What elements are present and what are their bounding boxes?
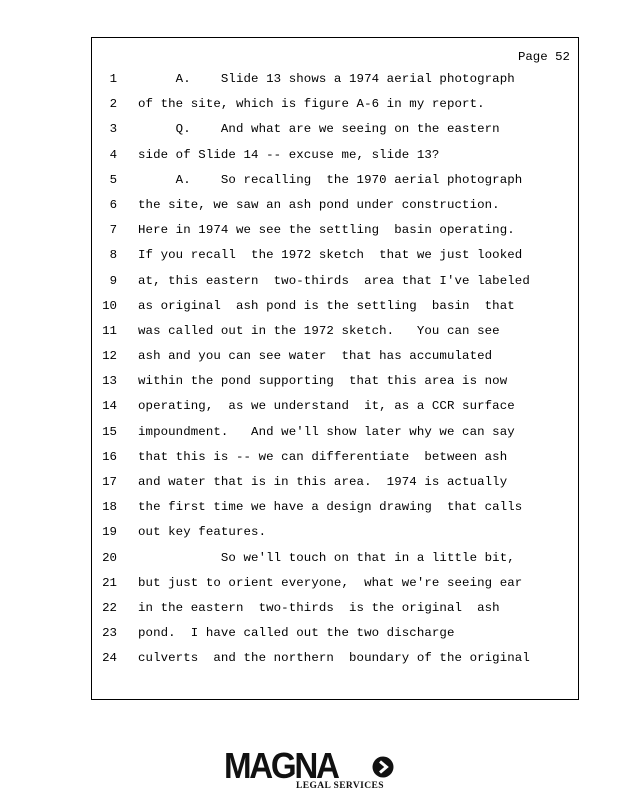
transcript-line [92, 625, 578, 650]
transcript-line [92, 273, 578, 298]
line-number: 2 [109, 97, 117, 112]
logo-wordmark: MAGNA [224, 745, 338, 786]
line-number: 3 [109, 122, 117, 137]
transcript-line [92, 298, 578, 323]
transcript-line [92, 121, 578, 146]
chevron-circle-icon [372, 756, 394, 778]
line-number: 24 [102, 651, 117, 666]
line-number: 23 [102, 626, 117, 641]
line-text: ash and you can see water that has accumulated [138, 349, 493, 364]
transcript-line [92, 222, 578, 247]
line-number: 16 [102, 449, 117, 464]
line-text: culverts and the northern boundary of the original [138, 651, 530, 666]
line-number: 22 [102, 600, 117, 615]
line-number: 19 [102, 525, 117, 540]
line-text: the site, we saw an ash pond under construction. [138, 197, 500, 212]
transcript-line [92, 147, 578, 172]
transcript-line [92, 323, 578, 348]
transcript-line [92, 474, 578, 499]
line-text: A. Slide 13 shows a 1974 aerial photograph [138, 72, 515, 86]
transcript-line [92, 373, 578, 398]
magna-logo [224, 745, 396, 792]
line-number: 1 [109, 72, 117, 86]
line-text: If you recall the 1972 sketch that we just looked [138, 248, 523, 263]
line-number: 6 [109, 197, 117, 212]
line-text: of the site, which is figure A-6 in my report. [138, 97, 485, 112]
line-text: as original ash pond is the settling basin that [138, 298, 515, 313]
transcript-line [92, 71, 578, 96]
transcript-lines [92, 71, 578, 676]
line-text: the first time we have a design drawing that calls [138, 500, 523, 515]
page-number: Page 52 [517, 50, 570, 64]
line-number: 9 [109, 273, 117, 288]
transcript-line [92, 449, 578, 474]
transcript-line [92, 575, 578, 600]
line-text: that this is -- we can differentiate between ash [138, 449, 508, 464]
line-text: Q. And what are we seeing on the eastern [138, 122, 500, 137]
line-number: 14 [102, 399, 117, 414]
transcript-line [92, 650, 578, 675]
line-number: 5 [109, 172, 117, 187]
line-number: 4 [109, 147, 117, 162]
transcript-line [92, 499, 578, 524]
transcript-line [92, 524, 578, 549]
transcript-line [92, 172, 578, 197]
line-number: 21 [102, 575, 117, 590]
line-text: side of Slide 14 -- excuse me, slide 13? [138, 147, 440, 162]
line-text: but just to orient everyone, what we're seeing ear [138, 575, 523, 590]
line-number: 8 [109, 248, 117, 263]
line-text: A. So recalling the 1970 aerial photograph [138, 172, 523, 187]
line-number: 18 [102, 500, 117, 515]
line-text: impoundment. And we'll show later why we can say [138, 424, 515, 439]
transcript-page [91, 37, 579, 700]
transcript-line [92, 348, 578, 373]
line-number: 20 [102, 550, 117, 565]
line-text: pond. I have called out the two discharge [138, 626, 455, 641]
transcript-line [92, 96, 578, 121]
logo-tagline: LEGAL SERVICES [296, 781, 384, 791]
line-text: Here in 1974 we see the settling basin operating. [138, 223, 515, 238]
line-text: and water that is in this area. 1974 is actually [138, 475, 508, 489]
line-text: within the pond supporting that this area is now [138, 374, 508, 389]
transcript-line [92, 247, 578, 272]
transcript-line [92, 550, 578, 575]
line-text: out key features. [138, 525, 267, 540]
transcript-line [92, 197, 578, 222]
line-number: 7 [109, 223, 117, 238]
line-number: 15 [102, 424, 117, 439]
line-number: 11 [102, 323, 117, 338]
line-text: was called out in the 1972 sketch. You can see [138, 323, 500, 338]
line-text: in the eastern two-thirds is the original ash [138, 600, 500, 615]
line-number: 13 [102, 374, 117, 389]
transcript-line [92, 600, 578, 625]
line-text: So we'll touch on that in a little bit, [138, 550, 515, 565]
transcript-line [92, 424, 578, 449]
line-number: 17 [102, 475, 117, 489]
transcript-line [92, 398, 578, 423]
line-number: 10 [102, 298, 117, 313]
line-text: operating, as we understand it, as a CCR surface [138, 399, 515, 414]
line-text: at, this eastern two-thirds area that I've labeled [138, 273, 530, 288]
line-number: 12 [102, 349, 117, 364]
